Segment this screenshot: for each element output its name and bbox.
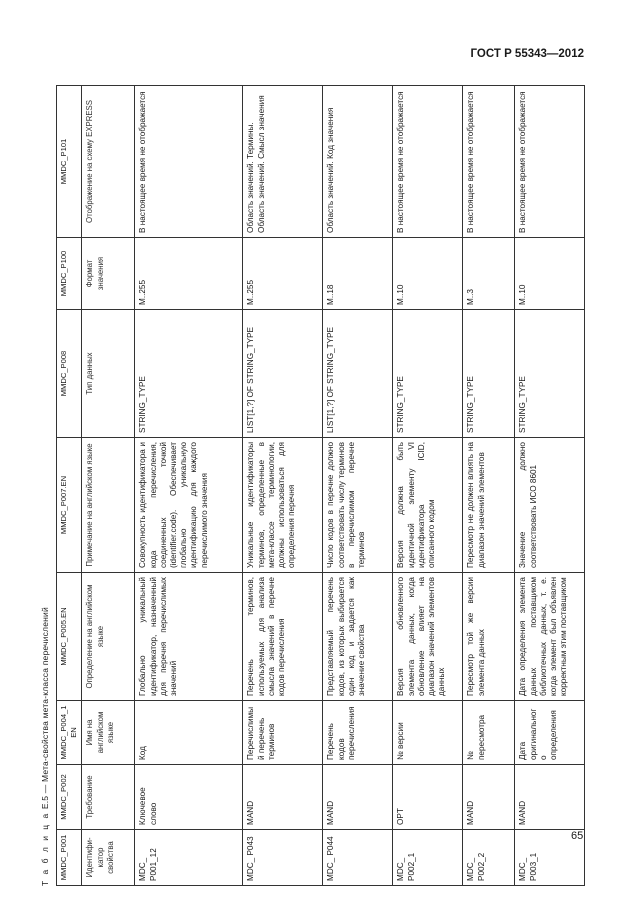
column-header: Определение на английском языке bbox=[82, 573, 135, 701]
express-mapping-cell: Область значений. Термины. Область значений. Смысл значения bbox=[243, 86, 323, 238]
property-id-cell: MDC_ P002_2 bbox=[463, 830, 515, 886]
column-header: Тип данных bbox=[82, 310, 135, 438]
column-code: MMDC_P101 bbox=[57, 86, 82, 238]
requirement-cell: Ключевое слово bbox=[135, 765, 243, 830]
column-header: Примечание на английском языке bbox=[82, 438, 135, 573]
page-number: 65 bbox=[571, 830, 584, 842]
column-code: MMDC_P008 bbox=[57, 310, 82, 438]
express-mapping-cell: В настоящее время не отображается bbox=[135, 86, 243, 238]
definition-cell: Глобально уникальный идентификатор, назначенный для перечня перечислимых значений bbox=[135, 573, 243, 701]
column-code: MMDC_P007.EN bbox=[57, 438, 82, 573]
requirement-cell: MAND bbox=[323, 765, 393, 830]
express-mapping-cell: В настоящее время не отображается bbox=[393, 86, 463, 238]
note-cell: Число кодов в перечне должно соответствовать числу терминов в перечислимом перечне терминов bbox=[323, 438, 393, 573]
definition-cell: Версия обновленного элемента данных, когда обновление влияет на диапазон значений элементов данных bbox=[393, 573, 463, 701]
express-mapping-cell: В настоящее время не отображается bbox=[463, 86, 515, 238]
property-id-cell: MDC_ P001_12 bbox=[135, 830, 243, 886]
note-cell: Уникальные идентификаторы терминов, определенные в мета-классе терминологии, должны использоваться для определения перечня bbox=[243, 438, 323, 573]
column-code: MMDC_P004_1EN bbox=[57, 701, 82, 765]
table-row bbox=[323, 86, 393, 886]
column-code: MMDC_P001 bbox=[57, 830, 82, 886]
standard-designation: ГОСТ Р 55343—2012 bbox=[470, 48, 584, 60]
note-cell: Пересмотр не должен влиять на диапазон значений элементов bbox=[463, 438, 515, 573]
table-caption bbox=[40, 607, 54, 886]
table-row bbox=[243, 86, 323, 886]
requirement-cell: MAND bbox=[243, 765, 323, 830]
format-cell: M..3 bbox=[463, 238, 515, 310]
column-header: Отображение на схему EXPRESS bbox=[82, 86, 135, 238]
format-cell: M..18 bbox=[323, 238, 393, 310]
data-type-cell: STRING_TYPE bbox=[393, 310, 463, 438]
table-row bbox=[515, 86, 585, 886]
data-type-cell: LIST[1,?] OF STRING_TYPE bbox=[243, 310, 323, 438]
name-cell: Перечислимый перечень терминов bbox=[243, 701, 323, 765]
data-type-cell: STRING_TYPE bbox=[135, 310, 243, 438]
format-cell: M..10 bbox=[515, 238, 585, 310]
name-cell: Код bbox=[135, 701, 243, 765]
property-id-cell: MDC_ P003_1 bbox=[515, 830, 585, 886]
column-header-row bbox=[82, 86, 135, 886]
column-code: MMDC_P002 bbox=[57, 765, 82, 830]
table-row bbox=[463, 86, 515, 886]
column-header: Требование bbox=[82, 765, 135, 830]
data-type-cell: LIST[1,?] OF STRING_TYPE bbox=[323, 310, 393, 438]
column-header: Идентифи-катор свойства bbox=[82, 830, 135, 886]
definition-cell: Перечень терминов, используемых для анализа смысла значений в перечне кодов перечисления bbox=[243, 573, 323, 701]
rotated-table-area bbox=[40, 86, 570, 886]
property-id-cell: MDC_ P043 bbox=[243, 830, 323, 886]
definition-cell: Представляемый перечень кодов, из которых выбирается один код и задается как значение свойства bbox=[323, 573, 393, 701]
note-cell: Совокупность идентификатора и кода перечисления, соединенных точкой (identifier.code). Обеспечивает глобально уникальную идентификацию для каждого перечислимого значения bbox=[135, 438, 243, 573]
note-cell: Версия должна быть идентичной элементу VI идентификатора ICID, описанного кодом bbox=[393, 438, 463, 573]
requirement-cell: MAND bbox=[463, 765, 515, 830]
name-cell: № пересмотра bbox=[463, 701, 515, 765]
column-header: Имя на английском языке bbox=[82, 701, 135, 765]
requirement-cell: OPT bbox=[393, 765, 463, 830]
format-cell: M..10 bbox=[393, 238, 463, 310]
name-cell: Перечень кодов перечисления bbox=[323, 701, 393, 765]
meta-properties-table bbox=[56, 85, 585, 886]
format-cell: M..255 bbox=[135, 238, 243, 310]
property-id-cell: MDC_ P044 bbox=[323, 830, 393, 886]
column-code-row bbox=[57, 86, 82, 886]
property-id-cell: MDC_ P002_1 bbox=[393, 830, 463, 886]
data-type-cell: STRING_TYPE bbox=[463, 310, 515, 438]
name-cell: № версии bbox=[393, 701, 463, 765]
column-header: Формат значения bbox=[82, 238, 135, 310]
table-caption-text: Е.5 — Мета-свойства мета-класса перечислений bbox=[40, 607, 50, 810]
definition-cell: Пересмотр той же версии элемента данных bbox=[463, 573, 515, 701]
column-code: MMDC_P100 bbox=[57, 238, 82, 310]
express-mapping-cell: В настоящее время не отображается bbox=[515, 86, 585, 238]
definition-cell: Дата определения элемента данных поставщиком библиотечных данных, т. е. когда элемент был объявлен корректным этим поставщиком bbox=[515, 573, 585, 701]
requirement-cell: MAND bbox=[515, 765, 585, 830]
table-row bbox=[135, 86, 243, 886]
express-mapping-cell: Область значений. Код значения bbox=[323, 86, 393, 238]
table-caption-prefix: Т а б л и ц а bbox=[40, 811, 50, 886]
name-cell: Дата оригинального определения bbox=[515, 701, 585, 765]
table-row bbox=[393, 86, 463, 886]
data-type-cell: STRING_TYPE bbox=[515, 310, 585, 438]
column-code: MMDC_P005.EN bbox=[57, 573, 82, 701]
note-cell: Значение должно соответствовать ИСО 8601 bbox=[515, 438, 585, 573]
format-cell: M..255 bbox=[243, 238, 323, 310]
